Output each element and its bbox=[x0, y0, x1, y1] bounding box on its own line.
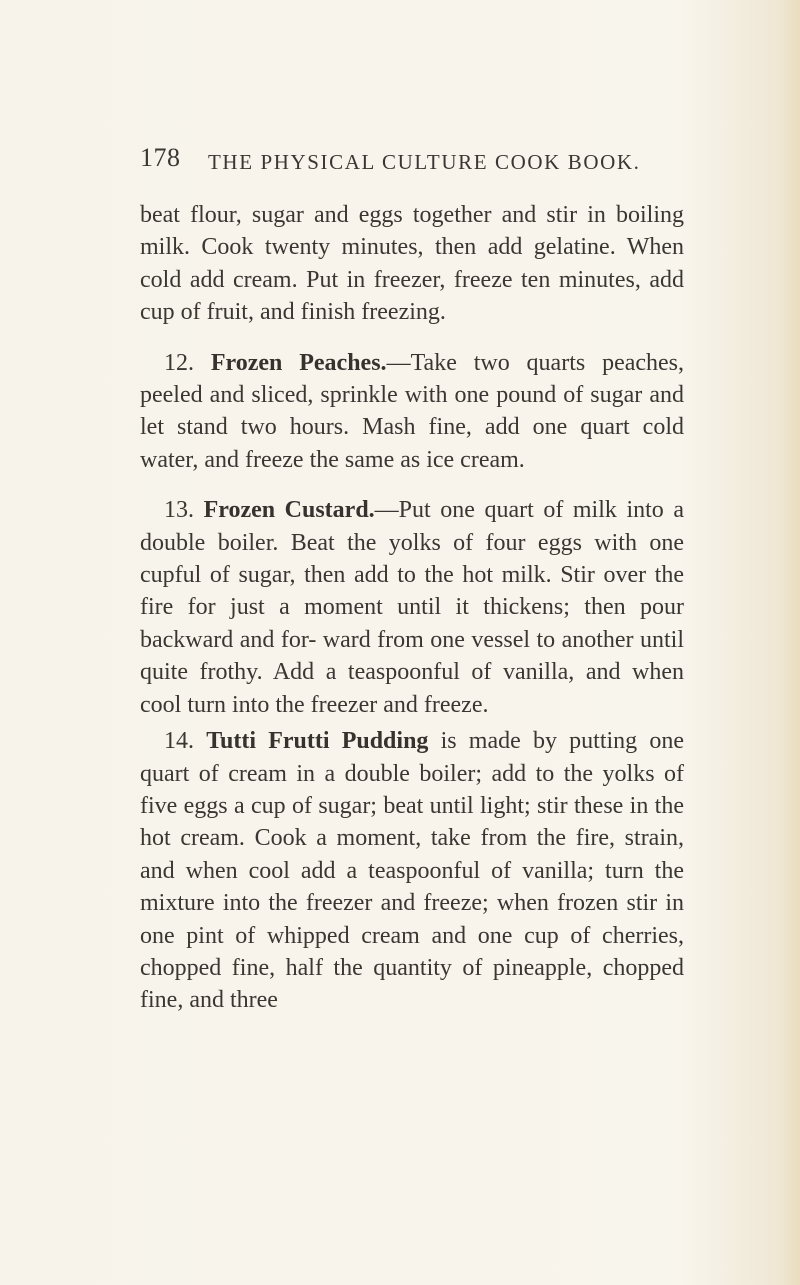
recipe-title: Frozen Peaches. bbox=[210, 349, 387, 376]
page-body bbox=[140, 199, 684, 1017]
recipe-number: 14. bbox=[164, 728, 194, 755]
page-number: 178 bbox=[140, 143, 181, 172]
recipe-text: —Put one quart of milk into a double boiler. Beat the yolks of four eggs with one cupful of sugar, then add to the hot milk. Stir over the fire for just a moment until it thickens; then pour backward and for- ward from one vessel to another until quite frothy. Add a teaspoonful of vanilla, and when cool turn into the freezer and freeze. bbox=[140, 497, 684, 718]
recipe-frozen-custard bbox=[140, 494, 684, 721]
running-head: THE PHYSICAL CULTURE COOK BOOK. bbox=[208, 150, 641, 174]
recipe-number: 13. bbox=[164, 497, 194, 524]
page-header bbox=[140, 138, 700, 178]
recipe-text: —Take two quarts peaches, peeled and sliced, sprinkle with one pound of sugar and let stand two hours. Mash fine, add one quart cold water, and freeze the same as ice cream. bbox=[140, 349, 685, 473]
recipe-text: is made by putting one quart of cream in a double boiler; add to the yolks of five eggs a cup of sugar; beat until light; stir these in the hot cream. Cook a moment, take from the fire, strain, and when cool add a teaspoonful of vanilla; turn the mixture into the freezer and freeze; when frozen stir in one pint of whipped cream and one cup of cherries, chopped fine, half the quantity of pineapple, chopped fine, and three bbox=[140, 728, 685, 1014]
recipe-tutti-frutti-pudding bbox=[140, 725, 684, 1017]
recipe-frozen-peaches bbox=[140, 347, 684, 477]
recipe-title: Frozen Custard. bbox=[203, 497, 375, 524]
paragraph-text: beat flour, sugar and eggs together and stir in boiling milk. Cook twenty minutes, then add gelatine. When cold add cream. Put in freezer, freeze ten minutes, add cup of fruit, and finish freezing. bbox=[140, 202, 684, 326]
paragraph-continuation bbox=[140, 199, 684, 329]
recipe-title: Tutti Frutti Pudding bbox=[206, 728, 429, 755]
page-edge-shadow bbox=[782, 0, 800, 1285]
recipe-number: 12. bbox=[164, 349, 194, 376]
